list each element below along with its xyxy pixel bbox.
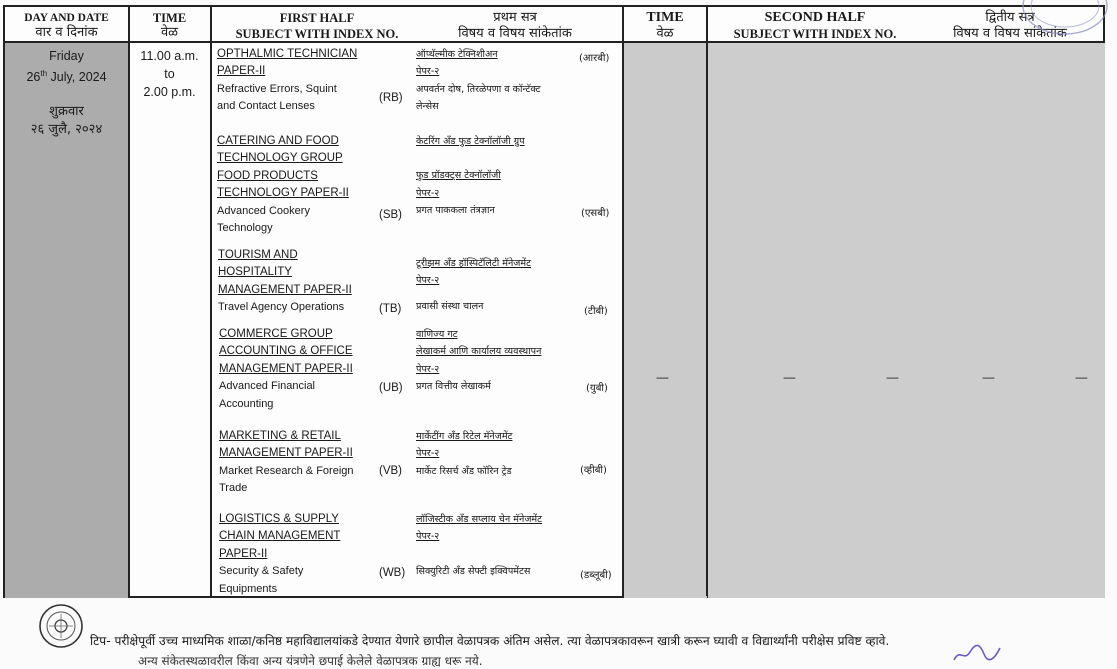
subject-ophthalmic-en: OPTHALMIC TECHNICIAN PAPER-II Refractive Errors, Squint and Contact Lenses [217, 48, 358, 113]
subject-commerce-mr: वाणिज्य गट लेखाकर्म आणि कार्यालय व्यवस्थापन पेपर-२ प्रगत वित्तीय लेखाकर्म [416, 329, 542, 393]
header-time2-mr: वेळ [656, 26, 674, 41]
subject-catering-mr-code: (एसबी) [581, 208, 610, 219]
second-half-dash-1: ---- [783, 371, 795, 384]
subject-ophthalmic-mr: ऑप्थॅल्मीक टेक्निशीअन पेपर-२ अपवर्तन दोष, तिरळेपणा व कॉन्टॅक्ट लेन्सेस [416, 49, 541, 113]
header-time2: TIME [646, 10, 684, 25]
subject-marketing-mr: मार्केटींग अँड रिटेल मॅनेजमेंट पेपर-२ मार्केट रिसर्च अँड फॉरिन ट्रेड [416, 431, 513, 477]
second-half-dash-3: ---- [982, 371, 994, 384]
subject-ophthalmic-mr-code: (आरबी) [579, 53, 610, 64]
subject-logistics-mr-line3: सिक्युरिटी अँड सेफ्टी इक्विपमेंटस [416, 566, 531, 577]
subject-marketing-code: (VB) [379, 465, 402, 477]
subject-tourism-mr-line3: प्रवासी संस्था चालन [416, 301, 484, 312]
second-half-dash-2: ---- [886, 371, 898, 384]
second-half-shade [708, 43, 1105, 598]
subject-logistics-code: (WB) [379, 567, 406, 579]
second-half-dash-4: ---- [1075, 371, 1087, 384]
subject-marketing-en: MARKETING & RETAIL MANAGEMENT PAPER-II Market Research & Foreign Trade [219, 430, 354, 495]
header-time-mr: वेळ [160, 25, 179, 40]
subject-marketing-mr-code: (व्हीबी) [580, 465, 607, 476]
header-day-date-mr: वार व दिनांक [35, 25, 98, 40]
subject-tourism-code: (TB) [379, 303, 402, 315]
footer-note-2: अन्य संकेतस्थळावरील किंवा अन्य यंत्रणेने छपाई केलेले वेळापत्रक ग्राह्य धरू नये. [138, 654, 483, 668]
subject-logistics-mr-code: (डब्लूबी) [580, 570, 612, 581]
date-cell-mr: शुक्रवार २६ जुलै, २०२४ [30, 104, 103, 137]
subject-commerce-mr-code: (युबी) [586, 383, 608, 394]
header-first-half: FIRST HALF [279, 11, 355, 25]
header-second-half-sub: SUBJECT WITH INDEX NO. [733, 27, 897, 41]
subject-commerce-code: (UB) [379, 382, 403, 394]
stamp-icon [1010, 0, 1117, 36]
subject-catering-en: CATERING AND FOOD TECHNOLOGY GROUP FOOD PRODUCTS TECHNOLOGY PAPER-II Advanced Cookery Technology [217, 135, 349, 235]
subject-logistics-mr: लॉजिस्टीक अँड सप्लाय चेन मॅनेजमेंट पेपर-२ [416, 514, 543, 543]
date-cell: Friday 26th July, 2024 [26, 49, 107, 85]
board-seal-icon [38, 603, 84, 649]
timetable-table [3, 5, 1105, 598]
subject-catering-mr: केटरिंग अँड फुड टेक्नॉलॉजी ग्रुप फुड प्रॉडक्ट्स टेक्नॉलॉजी पेपर-२ प्रगत पाककला तंत्रज्ञान [416, 136, 525, 217]
subject-tourism-mr-code: (टीबी) [584, 306, 608, 317]
header-first-half-sub: SUBJECT WITH INDEX NO. [235, 27, 399, 41]
header-second-half-mr: द्वितीय सत्र [985, 10, 1035, 25]
header-first-half-sub-mr: विषय व विषय सांकेतांक [458, 26, 572, 41]
footer-note: टिप- परीक्षेपूर्वी उच्च माध्यमिक शाळा/कनिष्ठ महाविद्यालयांकडे देण्यात येणारे छापील वेळापत्रक अंतिम असेल. त्या वेळापत्रकावरून खात्री करून घ्यावी व विद्यार्थ्यांनी परीक्षेस प्रविष्ट व्हावे. [90, 634, 890, 648]
subject-catering-code: (SB) [379, 209, 402, 221]
header-second-half: SECOND HALF [764, 10, 866, 25]
time-cell: 11.00 a.m. to 2.00 p.m. [140, 49, 199, 99]
header-day-date: DAY AND DATE [24, 12, 109, 24]
signature-icon [950, 640, 1010, 664]
header-time: TIME [152, 11, 187, 25]
time2-dash: ---- [656, 371, 668, 384]
subject-commerce-en: COMMERCE GROUP ACCOUNTING & OFFICE MANAGEMENT PAPER-II Advanced Financial Accounting [219, 328, 353, 410]
subject-tourism-mr: टूरीझम अँड हॉस्पिटॅलिटी मॅनेजमेंट पेपर-२ [416, 258, 531, 287]
header-first-half-mr: प्रथम सत्र [493, 10, 537, 25]
subject-tourism-en: TOURISM AND HOSPITALITY MANAGEMENT PAPER-II Travel Agency Operations [218, 249, 352, 314]
header-second-half-sub-mr: विषय व विषय सांकेतांक [953, 26, 1067, 41]
time2-column-shade [624, 43, 707, 598]
subject-logistics-en: LOGISTICS & SUPPLY CHAIN MANAGEMENT PAPER-II Security & Safety Equipments [219, 513, 341, 595]
subject-ophthalmic-code: (RB) [379, 92, 403, 104]
